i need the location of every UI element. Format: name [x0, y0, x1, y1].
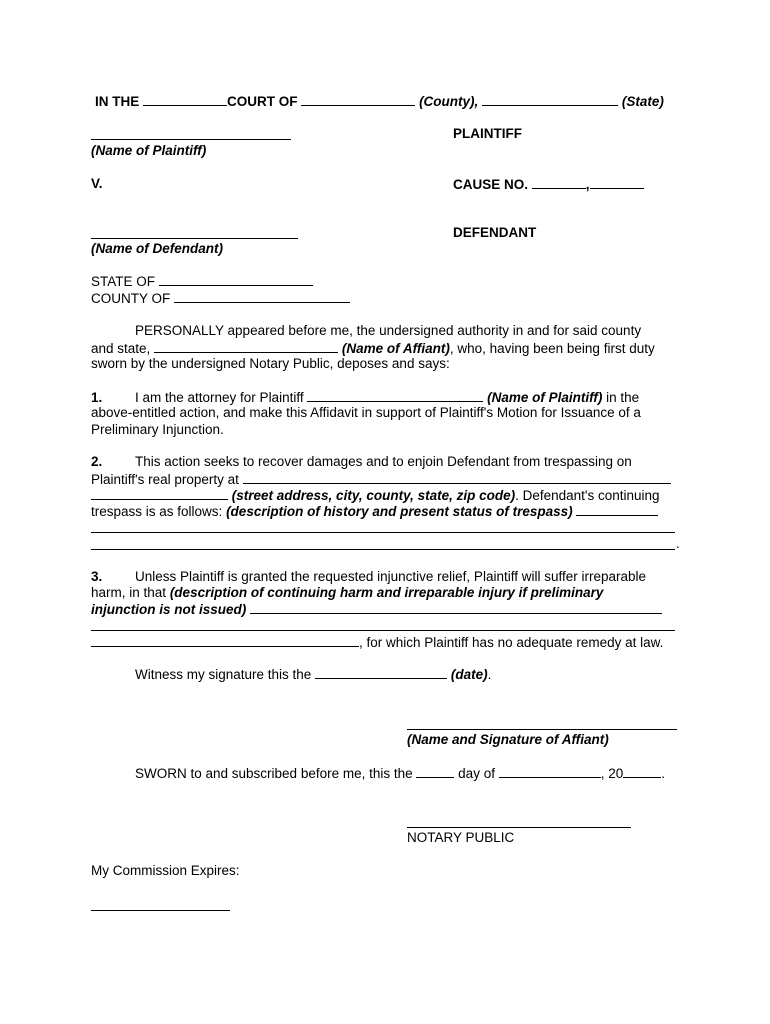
cause-separator: ,	[585, 177, 590, 192]
para3-line-2: harm, in that (description of continuing harm and irreparable injury if preliminary	[91, 585, 604, 600]
cause-number-line	[453, 176, 673, 194]
intro-line-2: and state, (Name of Affiant), who, having been being first duty	[91, 341, 655, 356]
defendant-name-line[interactable]	[91, 238, 298, 239]
name-of-plaintiff-caption: (Name of Plaintiff)	[91, 143, 207, 158]
witness-date-blank[interactable]	[315, 666, 447, 679]
state-of-label: STATE OF	[91, 274, 155, 289]
plaintiff-label: PLAINTIFF	[453, 126, 522, 141]
affiant-signature-line[interactable]	[407, 729, 677, 730]
witness-line: Witness my signature this the (date).	[135, 667, 492, 682]
sworn-day-blank[interactable]	[416, 765, 454, 778]
commission-expires-label: My Commission Expires:	[91, 863, 240, 878]
trespass-blank-2[interactable]	[91, 532, 675, 533]
state-blank[interactable]	[482, 93, 618, 106]
para3-number: 3.	[91, 569, 103, 584]
para1-number: 1.	[91, 390, 103, 405]
para3-line-3: injunction is not issued)	[91, 601, 681, 619]
county-of-blank[interactable]	[174, 290, 350, 303]
harm-blank-1[interactable]	[250, 601, 662, 614]
defendant-label: DEFENDANT	[453, 225, 537, 240]
cause-no-blank-2[interactable]	[590, 176, 644, 189]
para2-line-2: Plaintiff's real property at	[91, 471, 681, 489]
name-of-defendant-caption: (Name of Defendant)	[91, 241, 224, 256]
notary-signature-line[interactable]	[407, 827, 631, 828]
trespass-description-label: (description of history and present status of trespass)	[226, 504, 573, 519]
state-label: (State)	[621, 94, 664, 109]
affiant-signature-label: (Name and Signature of Affiant)	[407, 732, 609, 747]
plaintiff-name-line[interactable]	[91, 139, 291, 140]
state-of-line	[91, 273, 681, 291]
sworn-line: SWORN to and subscribed before me, this the day of , 20 .	[135, 766, 666, 781]
court-of-label: COURT OF	[227, 94, 298, 109]
state-of-blank[interactable]	[159, 273, 313, 286]
commission-date-line[interactable]	[91, 910, 230, 911]
harm-blank-2[interactable]	[91, 630, 675, 631]
harm-blank-3[interactable]	[91, 634, 359, 647]
sworn-year-blank[interactable]	[623, 765, 661, 778]
sworn-month-blank[interactable]	[499, 765, 601, 778]
para3-line-5: , for which Plaintiff has no adequate remedy at law.	[91, 634, 681, 652]
court-blank[interactable]	[143, 93, 227, 106]
intro-line-1: PERSONALLY appeared before me, the undersigned authority in and for said county	[135, 323, 642, 338]
para1-line-2: above-entitled action, and make this Affidavit in support of Plaintiff's Motion for Issuance of a	[91, 405, 641, 420]
affiant-name-label: (Name of Affiant)	[341, 341, 450, 356]
para1-line-3: Preliminary Injunction.	[91, 422, 224, 437]
court-name-blank[interactable]	[301, 93, 415, 106]
para2-line-3: (street address, city, county, state, zip code). Defendant's continuing	[91, 487, 681, 505]
para1-line-1: 1. I am the attorney for Plaintiff (Name of Plaintiff) in the	[91, 390, 640, 405]
county-of-line	[91, 290, 681, 308]
county-of-label: COUNTY OF	[91, 291, 171, 306]
property-address-blank-2[interactable]	[91, 487, 228, 500]
para2-line-1: 2. This action seeks to recover damages and to enjoin Defendant from trespassing on	[91, 454, 632, 469]
para2-number: 2.	[91, 454, 103, 469]
property-address-blank-1[interactable]	[243, 471, 671, 484]
intro-line-3: sworn by the undersigned Notary Public, deposes and says:	[91, 356, 450, 371]
address-label: (street address, city, county, state, zip code)	[231, 488, 516, 503]
in-the-label: IN THE	[95, 94, 140, 109]
para1-plaintiff-blank[interactable]	[307, 389, 483, 402]
notary-public-label: NOTARY PUBLIC	[407, 830, 515, 845]
cause-no-label: CAUSE NO.	[453, 177, 529, 192]
trespass-blank-1[interactable]	[576, 503, 658, 516]
county-label: (County),	[419, 94, 479, 109]
trespass-blank-3[interactable]	[91, 549, 675, 550]
para2-line-4: trespass is as follows: (description of history and present status of trespass)	[91, 503, 681, 521]
caption-court-line	[95, 93, 685, 111]
versus-label: V.	[91, 176, 103, 191]
para3-line-1: 3. Unless Plaintiff is granted the requested injunctive relief, Plaintiff will suffer irreparable	[91, 569, 647, 584]
affiant-name-blank[interactable]	[154, 340, 338, 353]
affidavit-document: IN THE COURT OF (County), (State) PLAINTIFF (Name of Plaintiff) V. CAUSE NO. , DEFENDANT (Name of Defendant) STATE OF COUNTY OF PERSONALLY appeared before me, the undersigned authority in and for said county and state, (Name of Affiant), who, having been being first duty sworn by the undersigned Notary Public, deposes and says: 1. I am the attorney for Plaintiff (Name of Plaintiff) in the above-entitled action, and make this Affidavit in support of Plaintiff's Motion for Issuance of a Preliminary Injunction. 2. This action seeks to recover damages and to enjoin Defendant from trespassing on Plaintiff's real property at (street address, city, county, state, zip code). Defendant's continuing trespass is as follows: (description of history and present status of trespass) . 3. Unless Plaintiff is granted the requested injunctive relief, Plaintiff will suffer irreparable harm, in that (description of continuing harm and irreparable injury if preliminary injunction is not issued) , for which Plaintiff has no adequate remedy at law. Witness my signature this the (date). (Name and Signature of Affiant) SWORN to and subscribed before me, this the day of , 20 . NOTARY PUBLIC My Commission Expires:	[0, 0, 770, 1024]
cause-no-blank-1[interactable]	[532, 176, 586, 189]
